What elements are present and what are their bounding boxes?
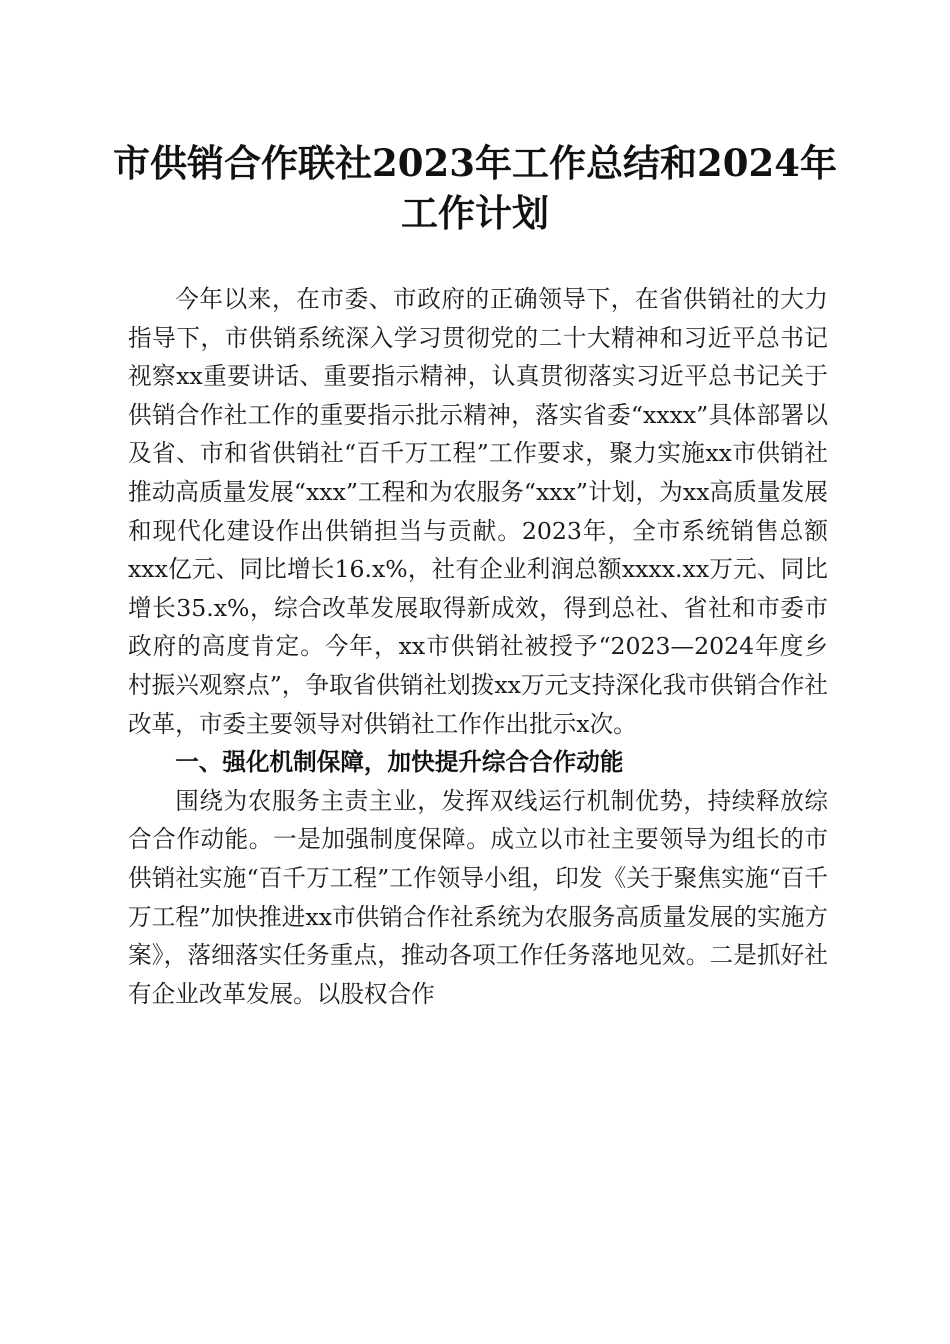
document-title: 市供销合作联社2023年工作总结和2024年工作计划 [113,141,837,235]
section-1-paragraph: 围绕为农服务主责主业，发挥双线运行机制优势，持续释放综合合作动能。一是加强制度保障。成立以市社主要领导为组长的市供销社实施“百千万工程”工作领导小组，印发《关于聚焦实施“百千万工程”加快推进xx市供销合作社系统为农服务高质量发展的实施方案》，落细落实任务重点，推动各项工作任务落地见效。二是抓好社有企业改革发展。以股权合作 [128,786,828,1008]
document-body [128,280,828,1013]
intro-paragraph: 今年以来，在市委、市政府的正确领导下，在省供销社的大力指导下，市供销系统深入学习贯彻党的二十大精神和习近平总书记视察xx重要讲话、重要指示精神，认真贯彻落实习近平总书记关于供销合作社工作的重要指示批示精神，落实省委“xxxx”具体部署以及省、市和省供销社“百千万工程”工作要求，聚力实施xx市供销社推动高质量发展“xxx”工程和为农服务“xxx”计划，为xx高质量发展和现代化建设作出供销担当与贡献。2023年，全市系统销售总额xxx亿元、同比增长16.x%，社有企业利润总额xxxx.xx万元、同比增长35.x%，综合改革发展取得新成效，得到总社、省社和市委市政府的高度肯定。今年，xx市供销社被授予“2023—2024年度乡村振兴观察点”，争取省供销社划拨xx万元支持深化我市供销合作社改革，市委主要领导对供销社工作作出批示x次。 [128,285,828,738]
section-1-heading: 一、强化机制保障，加快提升综合合作动能 [175,748,624,777]
